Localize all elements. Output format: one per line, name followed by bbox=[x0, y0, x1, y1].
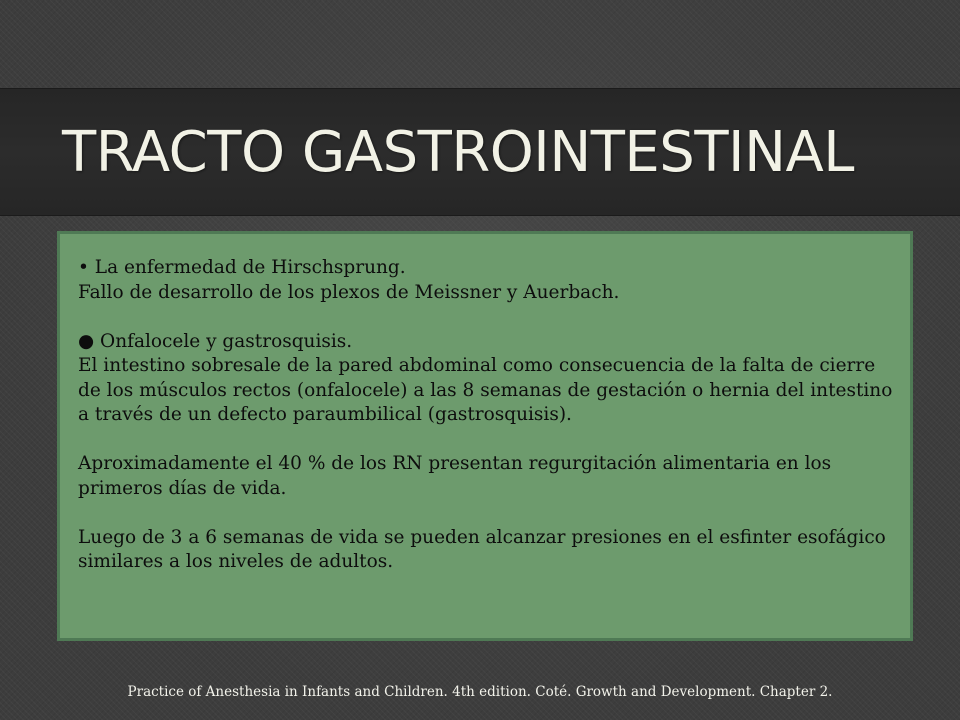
bullet-hirschsprung: • La enfermedad de Hirschsprung. bbox=[78, 257, 406, 278]
slide-title: TRACTO GASTROINTESTINAL bbox=[62, 120, 854, 185]
content-box bbox=[57, 231, 913, 641]
hirschsprung-description: Fallo de desarrollo de los plexos de Meissner y Auerbach. bbox=[78, 281, 620, 303]
regurgitation-paragraph: Aproximadamente el 40 % de los RN presentan regurgitación alimentaria en los primeros días de vida. bbox=[78, 453, 832, 499]
onfalocele-description: El intestino sobresale de la pared abdominal como consecuencia de la falta de cierre de los músculos rectos (onfalocele) a las 8 semanas de gestación o hernia del intestino a través de un defecto paraumbilical (gastrosquisis). bbox=[78, 355, 893, 425]
bullet-onfalocele: ● Onfalocele y gastrosquisis. bbox=[78, 330, 353, 352]
citation: Practice of Anesthesia in Infants and Children. 4th edition. Coté. Growth and Development. Chapter 2. bbox=[127, 684, 833, 700]
sphincter-paragraph: Luego de 3 a 6 semanas de vida se pueden alcanzar presiones en el esfinter esofágico similares a los niveles de adultos. bbox=[78, 526, 886, 572]
